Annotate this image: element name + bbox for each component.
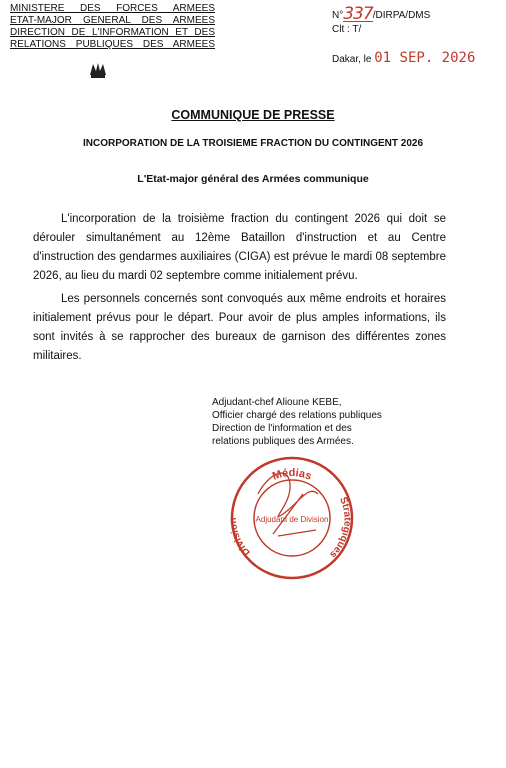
emblem-icon [88, 60, 108, 80]
date-line [332, 50, 475, 66]
paragraph-text: Les personnels concernés sont convoqués aux même endroits et horaires initialement prévus pour le départ. Pour avoir de plus amples informations, ils sont invités à se rapprocher des bureaux de garnison des différentes zones militaires. [33, 293, 446, 362]
reference-number [332, 6, 430, 22]
date-prefix: Dakar, le [332, 54, 372, 65]
stamp-top-text: Médias [270, 466, 314, 483]
ministry-line: RELATIONS PUBLIQUES DES ARMEES [10, 39, 215, 50]
ref-suffix: /DIRPA/DMS [372, 10, 431, 21]
intro-line: L'Etat-major général des Armées communique [137, 173, 369, 185]
paragraph-text: L'incorporation de la troisième fraction du contingent 2026 qui doit se dérouler simultanément au 12ème Bataillon d'instruction et au Centre d'instruction des gendarmes auxiliaires (CIGA) est prévue le mardi 08 septembre 2026, au lieu du mardi 02 septembre comme initialement prévu. [33, 213, 446, 282]
signatory-org: relations publiques des Armées. [212, 436, 354, 447]
stamp-right-text: Stratégiques [327, 495, 353, 560]
signatory-name: Adjudant-chef Alioune KEBE, [212, 397, 342, 408]
ministry-header [10, 3, 215, 51]
ministry-line: DIRECTION DE L'INFORMATION ET DES [10, 27, 215, 38]
ministry-line: MINISTERE DES FORCES ARMEES [10, 3, 215, 14]
ref-prefix: N° [332, 10, 344, 21]
ref-number-handwritten: 337 [343, 4, 373, 24]
ministry-line: ETAT-MAJOR GENERAL DES ARMEES [10, 15, 215, 26]
stamp-left-text: Division [228, 517, 253, 558]
signature-block [212, 396, 382, 448]
document-title: COMMUNIQUE DE PRESSE [171, 108, 335, 122]
official-stamp [228, 454, 356, 582]
document-subtitle: INCORPORATION DE LA TROISIEME FRACTION DU CONTINGENT 2026 [82, 138, 424, 149]
signatory-org: Direction de l'information et des [212, 423, 352, 434]
date-stamp: 01 SEP. 2026 [374, 50, 476, 66]
clt-line: Clt : T/ [332, 24, 362, 35]
body-paragraph [33, 290, 446, 366]
signatory-role: Officier chargé des relations publiques [212, 410, 382, 421]
stamp-center-text: Adjudant de Division [255, 515, 329, 524]
body-paragraph [33, 210, 446, 286]
